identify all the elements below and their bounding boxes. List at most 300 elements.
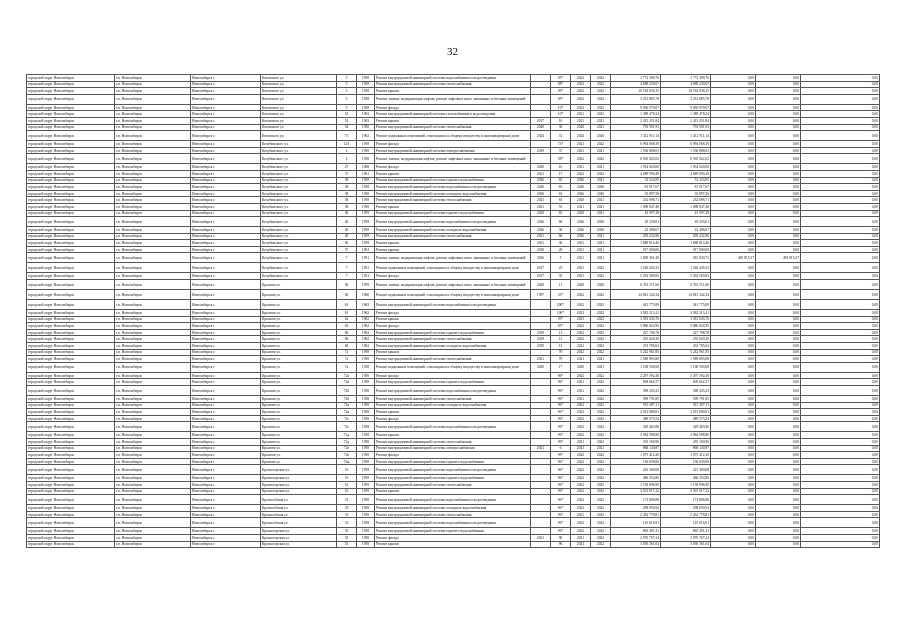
cell-street: Крылова ул. <box>261 362 337 372</box>
cell-house: 7 <box>337 263 357 273</box>
cell-m: городской округ Новосибирск <box>27 409 115 416</box>
cell-note <box>531 386 551 396</box>
cell-sum1: 223 369,08 <box>611 465 661 475</box>
table-row <box>27 147 880 154</box>
cell-street: Кочубинского ул. <box>261 253 337 263</box>
cell-a: 0,00 <box>711 117 756 124</box>
cell-sum2: 49 520,01 <box>661 217 711 227</box>
cell-a: 0,00 <box>711 131 756 141</box>
cell-city: Новосибирск г. <box>191 402 261 409</box>
cell-house: 72в <box>337 409 357 416</box>
cell-sum1: 173 806,88 <box>611 495 661 505</box>
cell-mon: 17 <box>551 170 571 177</box>
cell-b: 0,00 <box>756 534 801 541</box>
cell-house: 72д <box>337 438 357 445</box>
cell-sum1: 915 387,11 <box>611 402 661 409</box>
cell-a: 0,00 <box>711 227 756 234</box>
cell-street: Красногорская ул. <box>261 528 337 535</box>
cell-year: 1958 <box>357 409 375 416</box>
cell-house: 35 <box>337 528 357 535</box>
cell-mon: 13 <box>551 336 571 343</box>
cell-y2: 2021 <box>591 246 611 253</box>
cell-loc: г.п. Новосибирск <box>115 528 191 535</box>
cell-note: 2019 <box>531 329 551 336</box>
cell-c: 0,00 <box>801 190 880 197</box>
cell-mon: 96* <box>551 511 571 518</box>
cell-city: Новосибирск г. <box>191 227 261 234</box>
cell-house: 38 <box>337 203 357 210</box>
cell-work: Ремонт внутридомовой инженерной системы холодного водоснабжения <box>375 190 531 197</box>
cell-c: 0,00 <box>801 409 880 416</box>
cell-y1: 2021 <box>571 141 591 148</box>
cell-m: городской округ Новосибирск <box>27 88 115 95</box>
cell-a: 0,00 <box>711 445 756 452</box>
table-row <box>27 349 880 356</box>
cell-sum2: 156 639,06 <box>661 458 711 465</box>
cell-sum1: 2 070 767,24 <box>611 534 661 541</box>
cell-y2: 2026 <box>591 190 611 197</box>
cell-m: городской округ Новосибирск <box>27 280 115 290</box>
cell-c: 0,00 <box>801 227 880 234</box>
cell-sum1: 489 573,54 <box>611 415 661 422</box>
cell-y2: 2022 <box>591 141 611 148</box>
cell-loc: г.п. Новосибирск <box>115 518 191 528</box>
cell-year: 1958 <box>357 458 375 465</box>
cell-city: Новосибирск г. <box>191 379 261 386</box>
cell-a: 0,00 <box>711 233 756 240</box>
cell-work: Ремонт внутридомовой инженерной системы горячего водоснабжения <box>375 210 531 217</box>
cell-street: Крылова ул. <box>261 349 337 356</box>
cell-m: городской округ Новосибирск <box>27 210 115 217</box>
cell-a: 0,00 <box>711 505 756 512</box>
cell-mon: 96* <box>551 415 571 422</box>
cell-year: 1958 <box>357 356 375 363</box>
cell-m: городской округ Новосибирск <box>27 505 115 512</box>
cell-city: Новосибирск г. <box>191 518 261 528</box>
cell-year: 1958 <box>357 154 375 164</box>
cell-y1: 2026 <box>571 227 591 234</box>
cell-work: Ремонт внутридомовой инженерной системы теплоснабжения <box>375 81 531 88</box>
cell-work: Ремонт крыши <box>375 117 531 124</box>
cell-mon: 85* <box>551 323 571 330</box>
cell-street: Краснообская ул. <box>261 511 337 518</box>
cell-house: 72а <box>337 379 357 386</box>
cell-year: 1959 <box>357 227 375 234</box>
cell-house: 7а <box>337 362 357 372</box>
cell-y2: 2021 <box>591 445 611 452</box>
cell-a: 0,00 <box>711 452 756 459</box>
cell-year: 1962 <box>357 131 375 141</box>
cell-y1: 2021 <box>571 379 591 386</box>
cell-sum2: 1 098 847,48 <box>661 203 711 210</box>
cell-mon: 65 <box>551 210 571 217</box>
table-row <box>27 396 880 403</box>
cell-street: Котовского ул. <box>261 111 337 118</box>
cell-note: 2021 <box>531 240 551 247</box>
cell-sum1: 1 098 847,48 <box>611 203 661 210</box>
cell-mon: 96* <box>551 422 571 432</box>
cell-y1: 2021 <box>571 246 591 253</box>
cell-c: 0,00 <box>801 81 880 88</box>
cell-y1: 2022 <box>571 518 591 528</box>
cell-year: 1958 <box>357 541 375 548</box>
cell-loc: г.п. Новосибирск <box>115 141 191 148</box>
cell-work: Ремонт крыши <box>375 316 531 323</box>
cell-y1: 2020 <box>571 233 591 240</box>
cell-street: Котовского ул. <box>261 88 337 95</box>
cell-house: 72г <box>337 422 357 432</box>
cell-y1: 2021 <box>571 240 591 247</box>
table-row <box>27 465 880 475</box>
cell-mon: 28 <box>551 246 571 253</box>
cell-m: городской округ Новосибирск <box>27 233 115 240</box>
cell-loc: г.п. Новосибирск <box>115 263 191 273</box>
cell-sum2: 6 351 511,66 <box>661 280 711 290</box>
cell-y1: 2022 <box>571 170 591 177</box>
cell-loc: г.п. Новосибирск <box>115 356 191 363</box>
cell-sum1: 1 108 500,68 <box>611 362 661 372</box>
cell-m: городской округ Новосибирск <box>27 488 115 495</box>
cell-house: 68 <box>337 336 357 343</box>
cell-year: 1958 <box>357 422 375 432</box>
table-row <box>27 197 880 204</box>
cell-note <box>531 438 551 445</box>
cell-a: 0,00 <box>711 81 756 88</box>
cell-c: 0,00 <box>801 534 880 541</box>
cell-loc: г.п. Новосибирск <box>115 94 191 104</box>
cell-loc: г.п. Новосибирск <box>115 280 191 290</box>
cell-c: 0,00 <box>801 481 880 488</box>
cell-c: 0,00 <box>801 124 880 131</box>
table-row <box>27 280 880 290</box>
table-row <box>27 246 880 253</box>
cell-sum2: 868 140,87 <box>661 445 711 452</box>
cell-a: 0,00 <box>711 362 756 372</box>
cell-note: 2021 <box>531 356 551 363</box>
cell-b: 0,00 <box>756 505 801 512</box>
cell-mon: 200* <box>551 300 571 310</box>
cell-b: 0,00 <box>756 111 801 118</box>
cell-y2: 2022 <box>591 534 611 541</box>
cell-year: 1959 <box>357 465 375 475</box>
cell-house: 72г <box>337 415 357 422</box>
cell-work: Ремонт, замена, модернизация лифтов, ремонт лифтовых шахт, машинных и блочных помещений <box>375 154 531 164</box>
cell-street: Крылова ул. <box>261 409 337 416</box>
cell-sum2: 227 796,78 <box>661 329 711 336</box>
cell-work: Ремонт внутридомовой инженерной системы теплоснабжения <box>375 356 531 363</box>
cell-mon: 33* <box>551 290 571 300</box>
cell-m: городской округ Новосибирск <box>27 197 115 204</box>
table-row <box>27 217 880 227</box>
cell-a: 0,00 <box>711 396 756 403</box>
cell-m: городской округ Новосибирск <box>27 481 115 488</box>
cell-y1: 2024 <box>571 131 591 141</box>
cell-y2: 2022 <box>591 111 611 118</box>
cell-a: 0,00 <box>711 409 756 416</box>
cell-c: 0,00 <box>801 280 880 290</box>
cell-city: Новосибирск г. <box>191 75 261 82</box>
cell-y2: 2022 <box>591 488 611 495</box>
cell-note <box>531 475 551 482</box>
cell-note: 2021 <box>531 170 551 177</box>
cell-sum2: 255 620,20 <box>661 336 711 343</box>
cell-note: 2017 <box>531 117 551 124</box>
cell-street: Краснообская ул. <box>261 518 337 528</box>
cell-y2: 2022 <box>591 465 611 475</box>
cell-y2: 2021 <box>591 124 611 131</box>
cell-y1: 2021 <box>571 534 591 541</box>
cell-work: Ремонт крыши <box>375 432 531 439</box>
cell-street: Котовского ул. <box>261 117 337 124</box>
cell-a: 0,00 <box>711 164 756 171</box>
cell-street: Кочубинского ул. <box>261 141 337 148</box>
cell-sum2: 232 696,71 <box>661 197 711 204</box>
cell-sum2: 3 964 998,86 <box>661 432 711 439</box>
cell-a: 0,00 <box>711 154 756 164</box>
cell-year: 1959 <box>357 481 375 488</box>
cell-sum2: 609 662,57 <box>661 379 711 386</box>
cell-mon: 70 <box>551 349 571 356</box>
cell-year: 1962 <box>357 300 375 310</box>
cell-a: 0,00 <box>711 217 756 227</box>
cell-work: Ремонт, замена, модернизация лифтов, ремонт лифтовых шахт, машинных и блочных помещений <box>375 94 531 104</box>
cell-note <box>531 518 551 528</box>
cell-c: 0,00 <box>801 379 880 386</box>
table-row <box>27 124 880 131</box>
table-row <box>27 203 880 210</box>
cell-house: 40 <box>337 240 357 247</box>
cell-loc: г.п. Новосибирск <box>115 227 191 234</box>
cell-mon: 100* <box>551 310 571 317</box>
cell-sum2: 14 841 342,34 <box>661 290 711 300</box>
cell-work: Ремонт внутридомовой инженерной системы теплоснабжения <box>375 233 531 240</box>
cell-house: 72д <box>337 432 357 439</box>
cell-street: Кочубинского ул. <box>261 203 337 210</box>
cell-work: Ремонт внутридомовой инженерной системы холодного водоснабжения <box>375 343 531 350</box>
cell-y1: 2021 <box>571 438 591 445</box>
cell-a: 0,00 <box>711 111 756 118</box>
cell-year: 1958 <box>357 511 375 518</box>
cell-city: Новосибирск г. <box>191 233 261 240</box>
cell-year: 1960 <box>357 290 375 300</box>
cell-work: Ремонт крыши <box>375 170 531 177</box>
cell-year: 1959 <box>357 488 375 495</box>
cell-street: Котовского ул. <box>261 124 337 131</box>
cell-m: городской округ Новосибирск <box>27 111 115 118</box>
cell-house: 72ж <box>337 458 357 465</box>
cell-street: Котовского ул. <box>261 81 337 88</box>
cell-b: 0,00 <box>756 329 801 336</box>
cell-year: 1951 <box>357 253 375 263</box>
cell-note <box>531 528 551 535</box>
cell-b: 0,00 <box>756 117 801 124</box>
cell-b: 0,00 <box>756 141 801 148</box>
cell-house: 5 <box>337 94 357 104</box>
cell-year: 1958 <box>357 534 375 541</box>
cell-b: 0,00 <box>756 495 801 505</box>
cell-sum2: 1 108 500,68 <box>661 362 711 372</box>
cell-note: 2020 <box>531 124 551 131</box>
cell-loc: г.п. Новосибирск <box>115 505 191 512</box>
cell-note <box>531 452 551 459</box>
cell-b: 0,00 <box>756 170 801 177</box>
cell-m: городской округ Новосибирск <box>27 263 115 273</box>
cell-sum1: 10 184 036,35 <box>611 88 661 95</box>
cell-house: 60 <box>337 290 357 300</box>
cell-c: 0,00 <box>801 495 880 505</box>
cell-sum2: 81 917,67 <box>661 184 711 191</box>
cell-work: Ремонт внутридомовой инженерной системы горячего водоснабжения <box>375 458 531 465</box>
cell-m: городской округ Новосибирск <box>27 316 115 323</box>
cell-c: 0,00 <box>801 415 880 422</box>
cell-city: Новосибирск г. <box>191 273 261 280</box>
cell-work: Ремонт подвальных помещений, относящихся к общему имуществу в многоквартирном доме <box>375 131 531 141</box>
cell-y1: 2026 <box>571 184 591 191</box>
cell-work: Ремонт внутридомовой инженерной системы водоснабжения и водоотведения <box>375 465 531 475</box>
cell-loc: г.п. Новосибирск <box>115 323 191 330</box>
cell-sum2: 441 775,89 <box>661 300 711 310</box>
cell-c: 0,00 <box>801 197 880 204</box>
cell-year: 1958 <box>357 432 375 439</box>
cell-m: городской округ Новосибирск <box>27 432 115 439</box>
cell-m: городской округ Новосибирск <box>27 203 115 210</box>
cell-a: 0,00 <box>711 475 756 482</box>
cell-note <box>531 349 551 356</box>
table-row <box>27 227 880 234</box>
cell-street: Кочубинского ул. <box>261 240 337 247</box>
cell-street: Кочубинского ул. <box>261 227 337 234</box>
cell-c: 0,00 <box>801 465 880 475</box>
cell-m: городской округ Новосибирск <box>27 177 115 184</box>
cell-house: 16 <box>337 475 357 482</box>
cell-c: 0,00 <box>801 422 880 432</box>
cell-sum1: 609 662,57 <box>611 379 661 386</box>
cell-y1: 2021 <box>571 253 591 263</box>
cell-sum1: 9 050 979,07 <box>611 104 661 111</box>
cell-loc: г.п. Новосибирск <box>115 300 191 310</box>
cell-sum2: 1 536 808,03 <box>661 147 711 154</box>
cell-work: Ремонт внутридомовой инженерной системы водоснабжения и водоотведения <box>375 422 531 432</box>
cell-sum1: 1 536 808,03 <box>611 147 661 154</box>
cell-m: городской округ Новосибирск <box>27 495 115 505</box>
cell-street: Краснообская ул. <box>261 495 337 505</box>
cell-sum1: 2 415 251,84 <box>611 117 661 124</box>
cell-m: городской округ Новосибирск <box>27 240 115 247</box>
cell-a: 0,00 <box>711 518 756 528</box>
cell-street: Крылова ул. <box>261 300 337 310</box>
cell-city: Новосибирск г. <box>191 534 261 541</box>
cell-work: Ремонт внутридомовой инженерной системы водоснабжения и водоотведения <box>375 495 531 505</box>
cell-street: Красногорская ул. <box>261 534 337 541</box>
cell-year: 1962 <box>357 310 375 317</box>
cell-sum2: 793 901,93 <box>661 124 711 131</box>
cell-year: 1963 <box>357 111 375 118</box>
cell-house: 16 <box>337 488 357 495</box>
cell-m: городской округ Новосибирск <box>27 534 115 541</box>
cell-a: 0,00 <box>711 349 756 356</box>
cell-note <box>531 141 551 148</box>
cell-loc: г.п. Новосибирск <box>115 217 191 227</box>
cell-house: 33 <box>337 518 357 528</box>
cell-m: городской округ Новосибирск <box>27 445 115 452</box>
cell-y2: 2022 <box>591 518 611 528</box>
cell-house: 72е <box>337 452 357 459</box>
cell-a: 0,00 <box>711 465 756 475</box>
cell-mon: 10 <box>551 164 571 171</box>
cell-sum1: 49 520,01 <box>611 217 661 227</box>
cell-year: 1958 <box>357 386 375 396</box>
cell-sum1: 156 639,06 <box>611 458 661 465</box>
cell-work: Ремонт крыши <box>375 349 531 356</box>
cell-sum1: 868 140,87 <box>611 445 661 452</box>
cell-house: 35 <box>337 534 357 541</box>
cell-loc: г.п. Новосибирск <box>115 124 191 131</box>
cell-work: Ремонт внутридомовой инженерной системы электроснабжения <box>375 147 531 154</box>
cell-note <box>531 323 551 330</box>
cell-c: 0,00 <box>801 432 880 439</box>
cell-street: Красногорская ул. <box>261 481 337 488</box>
cell-a: 0,00 <box>711 343 756 350</box>
cell-mon: 96* <box>551 409 571 416</box>
cell-y2: 2022 <box>591 154 611 164</box>
cell-loc: г.п. Новосибирск <box>115 465 191 475</box>
cell-sum1: 43 997,28 <box>611 210 661 217</box>
cell-work: Ремонт фасада <box>375 104 531 111</box>
cell-sum2: 52 324,85 <box>661 177 711 184</box>
cell-street: Крылова ул. <box>261 396 337 403</box>
cell-a: 0,00 <box>711 372 756 379</box>
cell-street: Красногорская ул. <box>261 488 337 495</box>
cell-y2: 2021 <box>591 117 611 124</box>
cell-street: Красногорская ул. <box>261 465 337 475</box>
cell-y2: 2022 <box>591 349 611 356</box>
cell-house: 2 <box>337 147 357 154</box>
cell-c: 0,00 <box>801 438 880 445</box>
cell-city: Новосибирск г. <box>191 300 261 310</box>
cell-b: 0,00 <box>756 88 801 95</box>
cell-street: Крылова ул. <box>261 402 337 409</box>
cell-a: 0,00 <box>711 290 756 300</box>
cell-work: Ремонт крыши <box>375 246 531 253</box>
cell-y1: 2022 <box>571 88 591 95</box>
cell-c: 0,00 <box>801 217 880 227</box>
cell-city: Новосибирск г. <box>191 432 261 439</box>
cell-sum1: 1 838 361,48 <box>611 253 661 263</box>
cell-c: 0,00 <box>801 88 880 95</box>
cell-mon: 25 <box>551 263 571 273</box>
cell-a: 0,00 <box>711 94 756 104</box>
cell-mon: 96* <box>551 452 571 459</box>
cell-street: Котовского ул. <box>261 104 337 111</box>
cell-c: 0,00 <box>801 362 880 372</box>
cell-b: 0,00 <box>756 323 801 330</box>
cell-note <box>531 432 551 439</box>
table-row <box>27 88 880 95</box>
table-body <box>27 75 880 548</box>
cell-loc: г.п. Новосибирск <box>115 316 191 323</box>
cell-y1: 2022 <box>571 81 591 88</box>
cell-house: 7а <box>337 349 357 356</box>
cell-y1: 2021 <box>571 263 591 273</box>
cell-sum2: 1 688 814,46 <box>661 240 711 247</box>
cell-m: городской округ Новосибирск <box>27 438 115 445</box>
cell-work: Ремонт внутридомовой инженерной системы водоснабжения и водоотведения <box>375 217 531 227</box>
table-row <box>27 445 880 452</box>
table-row <box>27 164 880 171</box>
cell-city: Новосибирск г. <box>191 124 261 131</box>
cell-year: 1958 <box>357 362 375 372</box>
cell-mon: 09* <box>551 88 571 95</box>
